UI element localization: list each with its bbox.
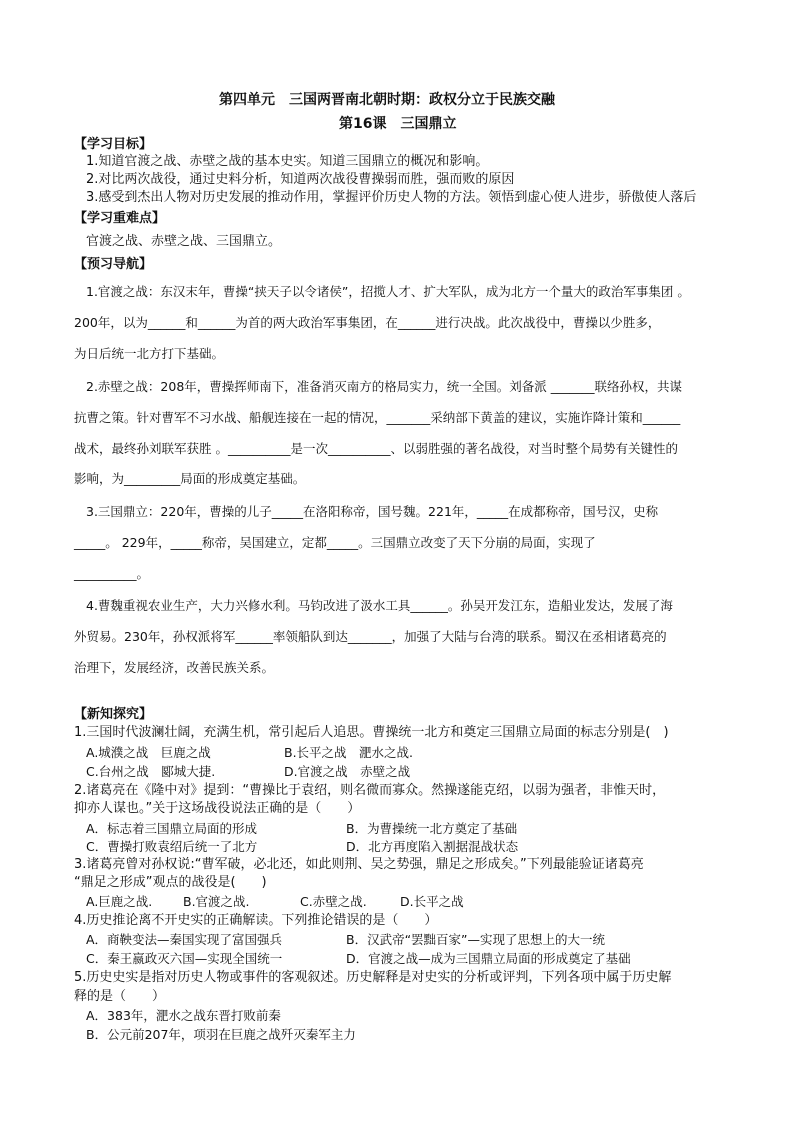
option-b: B.长平之战 淝水之战. bbox=[284, 745, 414, 760]
lesson-title: 第16课 三国鼎立 bbox=[339, 116, 457, 132]
option-a: A．商鞅变法—秦国实现了富国强兵 bbox=[86, 932, 283, 947]
preview-line: 1.官渡之战：东汉末年，曹操“挟天子以令诸侯”，招揽人才、扩大军队，成为北方一个量大的政治军事集团 。 bbox=[86, 284, 690, 299]
option-b: B．为曹操统一北方奠定了基础 bbox=[346, 821, 518, 836]
preview-line: 3.三国鼎立：220年，曹操的儿子_____在洛阳称帝，国号魏。221年，_____在成都称帝，国号汉，史称 bbox=[86, 504, 659, 519]
question-3: 3.诸葛亮曾对孙权说:“曹军破，必北还，如此则荆、吴之势强，鼎足之形成矣。”下列最能验证诸葛亮 bbox=[74, 857, 644, 872]
preview-line: 抗曹之策。针对曹军不习水战、船舰连接在一起的情况，_______采纳部下黄盖的建议，实施诈降计策和______ bbox=[74, 410, 681, 425]
preview-line: 影响，为_________局面的形成奠定基础。 bbox=[74, 471, 306, 486]
option-c: C．秦王嬴政灭六国—实现全国统一 bbox=[86, 951, 283, 966]
option-b: B.官渡之战. bbox=[183, 894, 250, 909]
preview-heading: 【预习导航】 bbox=[74, 257, 153, 272]
option-a: A．标志着三国鼎立局面的形成 bbox=[86, 821, 258, 836]
preview-line: 2.赤壁之战：208年，曹操挥师南下，准备消灭南方的格局实力，统一全国。刘备派 _______联络孙权，共谋 bbox=[86, 379, 683, 394]
option-a: A．383年，淝水之战东晋打败前秦 bbox=[86, 1008, 281, 1023]
question-2-cont: 抑亦人谋也。”关于这场战役说法正确的是（ ） bbox=[74, 801, 361, 816]
option-d: D.官渡之战 赤壁之战 bbox=[284, 764, 411, 779]
question-4: 4.历史推论离不开史实的正确解读。下列推论错误的是（ ） bbox=[74, 913, 438, 928]
option-c: C.台州之战 郾城大捷. bbox=[86, 764, 216, 779]
objective-item: 1.知道官渡之战、赤壁之战的基本史实。知道三国鼎立的概况和影响。 bbox=[86, 154, 489, 169]
question-5-cont: 释的是（ ） bbox=[74, 989, 166, 1004]
objectives-heading: 【学习目标】 bbox=[74, 137, 153, 152]
explore-heading: 【新知探究】 bbox=[74, 707, 153, 722]
preview-line: 治理下，发展经济，改善民族关系。 bbox=[74, 660, 275, 675]
option-a: A.巨鹿之战. bbox=[86, 894, 153, 909]
option-b: B．汉武帝“罢黜百家”—实现了思想上的大一统 bbox=[346, 932, 606, 947]
option-b: B．公元前207年，项羽在巨鹿之战歼灭秦军主力 bbox=[86, 1027, 356, 1042]
objective-item: 2.对比两次战役，通过史料分析，知道两次战役曹操弱而胜，强而败的原因 bbox=[86, 172, 515, 187]
question-1: 1.三国时代波澜壮阔，充满生机，常引起后人追思。曹操统一北方和奠定三国鼎立局面的标志分别是( ) bbox=[74, 725, 669, 740]
unit-title: 第四单元 三国两晋南北朝时期：政权分立于民族交融 bbox=[219, 92, 555, 108]
option-d: D.长平之战 bbox=[400, 894, 464, 909]
option-c: C．曹操打败袁绍后统一了北方 bbox=[86, 839, 258, 854]
key-points-heading: 【学习重难点】 bbox=[74, 211, 166, 226]
option-c: C.赤壁之战. bbox=[300, 894, 367, 909]
preview-line: 为日后统一北方打下基础。 bbox=[74, 346, 225, 361]
question-5: 5.历史史实是指对历史人物或事件的客观叙述。历史解释是对史实的分析或评判，下列各项中属于历史解 bbox=[74, 970, 672, 985]
option-a: A.城濮之战 巨鹿之战 bbox=[86, 745, 211, 760]
preview-line: 4.曹魏重视农业生产，大力兴修水利。马钧改进了汲水工具______。孙吴开发江东，造船业发达，发展了海 bbox=[86, 598, 673, 613]
preview-line: _____。 229年，_____称帝，吴国建立，定都_____。三国鼎立改变了天下分崩的局面，实现了 bbox=[74, 535, 596, 550]
key-points-text: 官渡之战、赤壁之战、三国鼎立。 bbox=[86, 234, 282, 249]
objective-item: 3.感受到杰出人物对历史发展的推动作用，掌握评价历史人物的方法。领悟到虚心使人进步，骄傲使人落后 bbox=[86, 190, 697, 205]
question-3-cont: “鼎足之形成”观点的战役是( ) bbox=[74, 875, 267, 890]
preview-line: 200年，以为______和______为首的两大政治军事集团，在______进行决战。此次战役中，曹操以少胜多， bbox=[74, 315, 661, 330]
question-2: 2.诸葛亮在《隆中对》提到：“曹操比于袁绍，则名微而寡众。然操遂能克绍，以弱为强者，非惟天时， bbox=[74, 783, 666, 798]
preview-line: 外贸易。230年，孙权派将军______率领船队到达_______，加强了大陆与台湾的联系。蜀汉在丞相诸葛亮的 bbox=[74, 629, 667, 644]
option-d: D．官渡之战—成为三国鼎立局面的形成奠定了基础 bbox=[346, 951, 631, 966]
preview-line: 战术，最终孙刘联军获胜 。__________是一次__________、以弱胜强的著名战役，对当时整个局势有关键性的 bbox=[74, 441, 678, 456]
preview-line: __________。 bbox=[74, 566, 150, 581]
option-d: D．北方再度陷入割据混战状态 bbox=[346, 839, 519, 854]
